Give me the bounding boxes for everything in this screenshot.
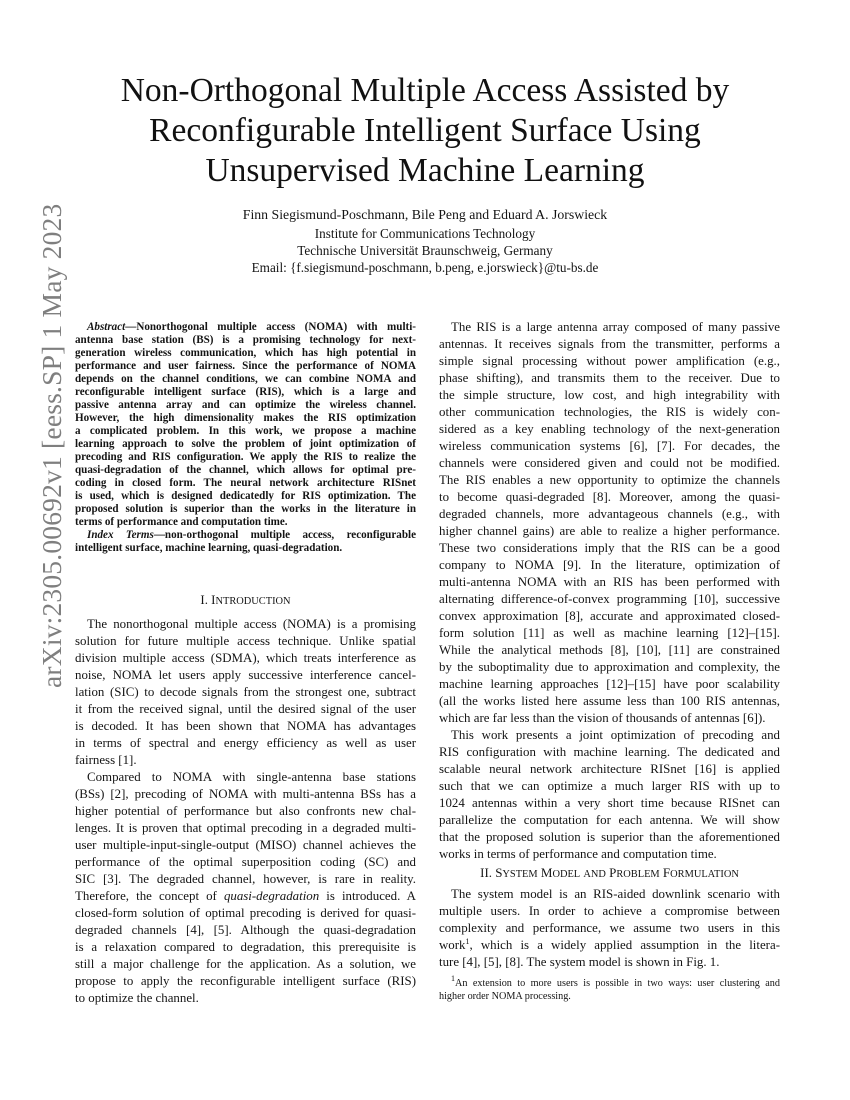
paper-title-line-1: Non-Orthogonal Multiple Access Assisted by bbox=[120, 72, 730, 109]
body-line: form solution [11] as well as machine learning [12]–[15]. bbox=[439, 626, 780, 640]
body-line: These two considerations imply that the RIS can be a good bbox=[439, 541, 780, 555]
body-line: phase shifting), and transmits them to the receiver. Due to bbox=[439, 371, 780, 385]
body-line: sidered as a key enabling technology of the next-generation bbox=[439, 422, 780, 436]
index-terms-line: Index Terms—non-orthogonal multiple access, reconfigurable bbox=[87, 529, 416, 541]
body-line: that the proposed solution is superior than the aforementioned bbox=[439, 830, 780, 844]
body-line: multiple users. In order to achieve a compromise between bbox=[439, 904, 780, 918]
section-heading-system-model: II. SYSTEM MODEL AND PROBLEM FORMULATION bbox=[480, 865, 739, 880]
body-line: higher potential of performance but also confronts new chal- bbox=[75, 804, 416, 818]
body-line: ture [4], [5], [8]. The system model is shown in Fig. 1. bbox=[439, 955, 720, 969]
body-line: While the analytical methods [8], [10], [11] are constrained bbox=[439, 643, 780, 657]
body-line: in terms of spectral and energy efficiency as well as user bbox=[75, 736, 416, 750]
body-line: which are far less than the vision of thousands of antennas [6]). bbox=[439, 711, 766, 725]
abstract-line: passive antenna array and can optimize the wireless channel. bbox=[75, 399, 416, 411]
body-line: alternating difference-of-convex programming [10], successive bbox=[439, 592, 780, 606]
body-line: multi-antenna NOMA with an RIS has been performed with bbox=[439, 575, 780, 589]
body-line: scalable neural network architecture RISnet [16] is applied bbox=[439, 762, 780, 776]
author-emails: Email: {f.siegismund-poschmann, b.peng, e.jorswieck}@tu-bs.de bbox=[251, 260, 599, 275]
abstract-line: antenna base station (BS) is a promising technology for next- bbox=[75, 334, 416, 346]
body-line: Compared to NOMA with single-antenna base stations bbox=[87, 770, 416, 784]
abstract-label: Abstract bbox=[87, 321, 126, 333]
body-line: company to NOMA [9]. In the literature, optimization of bbox=[439, 558, 780, 572]
body-line: user multiple-input-single-output (MISO) channel achieves the bbox=[75, 838, 416, 852]
arxiv-identifier-stamp: arXiv:2305.00692v1 [eess.SP] 1 May 2023 bbox=[36, 203, 67, 688]
footnote-marker: 1 bbox=[465, 937, 470, 946]
body-line: works in terms of performance and computation time. bbox=[439, 847, 717, 861]
body-line: (all the works listed here assume less than 100 RIS antennas, bbox=[439, 694, 780, 708]
paper-title-line-2: Reconfigurable Intelligent Surface Using bbox=[149, 112, 701, 149]
body-line: simple signal processing without power amplification (e.g., bbox=[439, 354, 780, 368]
body-line: The RIS enables a new opportunity to optimize the channels bbox=[439, 473, 780, 487]
abstract-line: learning approach to solve the problem of joint optimization of bbox=[75, 438, 416, 450]
author-list: Finn Siegismund-Poschmann, Bile Peng and Eduard A. Jorswieck bbox=[242, 207, 608, 222]
body-line: lenges. It is proven that optimal precoding in a degraded multi- bbox=[75, 821, 416, 835]
body-line: to optimize the channel. bbox=[75, 991, 199, 1005]
index-terms-line: intelligent surface, machine learning, quasi-degradation. bbox=[75, 542, 343, 554]
abstract-line: terms of performance and computation time. bbox=[75, 516, 288, 528]
body-line: machine learning approaches [12]–[15] have poor scalability bbox=[439, 677, 780, 691]
body-line: convex approximation [8], accurate and approximated closed- bbox=[439, 609, 780, 623]
abstract-line: proposed solution is superior than the works in the literature in bbox=[75, 503, 416, 515]
body-line: propose to apply the reconfigurable intelligent surface (RIS) bbox=[75, 974, 416, 988]
affiliation-university: Technische Universität Braunschweig, Germany bbox=[297, 243, 553, 258]
body-line: wireless communication systems [6], [7]. For decades, the bbox=[439, 439, 780, 453]
body-line: channels were considered given and could not be modified. bbox=[439, 456, 780, 470]
abstract-line: Abstract—Nonorthogonal multiple access (NOMA) with multi- bbox=[87, 321, 416, 333]
body-line: RIS configuration with machine learning. The dedicated and bbox=[439, 745, 780, 759]
body-line: still a major challenge for the application. As a solution, we bbox=[75, 957, 416, 971]
body-line: The system model is an RIS-aided downlink scenario with bbox=[451, 887, 780, 901]
footnote-line: $^1$An extension to more users is possible in two ways: user clustering and bbox=[451, 974, 780, 989]
body-line: The nonorthogonal multiple access (NOMA) is a promising bbox=[87, 617, 416, 631]
abstract-line: is used, which is designed dedicatedly for RIS optimization. The bbox=[75, 490, 416, 502]
body-line: is decoded. It has been shown that NOMA has advantages bbox=[75, 719, 416, 733]
index-terms-label: Index Terms bbox=[87, 529, 154, 541]
abstract-line: quasi-degradation of the channel, which allows for optimal pre- bbox=[75, 464, 416, 476]
abstract-line: a complicated problem. In this work, we propose a machine bbox=[75, 425, 416, 437]
body-line: The RIS is a large antenna array composed of many passive bbox=[451, 320, 780, 334]
affiliation-institute: Institute for Communications Technology bbox=[314, 226, 536, 241]
body-line: This work presents a joint optimization of precoding and bbox=[451, 728, 780, 742]
body-line: it from the received signal, until the desired signal of the user bbox=[75, 702, 416, 716]
footnote-line: higher order NOMA processing. bbox=[439, 991, 571, 1002]
abstract-line: However, the high dimensionality makes the RIS optimization bbox=[75, 412, 416, 424]
body-line: closed-form solution of optimal precoding is derived for quasi- bbox=[75, 906, 416, 920]
emphasis-quasi-degradation: quasi-degradation bbox=[223, 889, 320, 903]
abstract-line: performance and user fairness. Since the performance of NOMA bbox=[75, 360, 416, 372]
footnote-number: 1 bbox=[451, 974, 455, 983]
paper-title-line-3: Unsupervised Machine Learning bbox=[205, 152, 645, 189]
body-line: other communication technologies, the RIS is widely con- bbox=[439, 405, 780, 419]
body-line: fairness [1]. bbox=[75, 753, 137, 767]
body-line: division multiple access (SDMA), which treats interference as bbox=[75, 651, 416, 665]
body-line: solution for future multiple access technique. Unlike spatial bbox=[75, 634, 416, 648]
abstract-line: generation wireless communication, which has high potential in bbox=[75, 347, 416, 359]
body-line: the simple structure, low cost, and high integrability with bbox=[439, 388, 780, 402]
body-line: (BSs) [2], precoding of NOMA with multi-antenna BSs has a bbox=[75, 787, 416, 801]
body-line: antennas. It receives signals from the transmitter, performs a bbox=[439, 337, 780, 351]
body-line: performance of the optimal superposition coding (SC) and bbox=[75, 855, 416, 869]
body-line: noise, NOMA let users apply successive interference cancel- bbox=[75, 668, 416, 682]
body-line: work$^1$, which is a widely applied assumption in the litera- bbox=[439, 937, 780, 952]
body-line: degraded channels, more advantageous channels (e.g., with bbox=[439, 507, 780, 521]
body-line: degraded channels [4], [5]. Although the quasi-degradation bbox=[75, 923, 416, 937]
abstract-line: precoding and RIS configuration. We apply the RIS to realize the bbox=[75, 451, 416, 463]
body-line: is a relaxation compared to degradation, this prerequisite is bbox=[75, 940, 416, 954]
body-line: Therefore, the concept of quasi-degradation is introduced. A bbox=[75, 889, 416, 903]
section-heading-introduction: I. INTRODUCTION bbox=[200, 592, 291, 607]
body-line: higher channel gains) are able to realize a higher performance. bbox=[439, 524, 780, 538]
body-line: such that we can optimize a much larger RIS with up to bbox=[439, 779, 780, 793]
abstract-line: reconfigurable intelligent surface (RIS), which is a large and bbox=[75, 386, 416, 398]
body-line: to become quasi-degraded [8]. Moreover, among the quasi- bbox=[439, 490, 780, 504]
body-line: parallelize the computation for each antenna. We will show bbox=[439, 813, 780, 827]
body-line: by the suboptimality due to approximation and complexity, the bbox=[439, 660, 780, 674]
body-line: lation (SIC) to decode signals from the strongest one, subtract bbox=[75, 685, 416, 699]
body-line: 1024 antennas within a very short time because RISnet can bbox=[439, 796, 780, 810]
body-line: SIC [3]. The degraded channel, however, is rare in reality. bbox=[75, 872, 416, 886]
body-line: complexity and performance, we assume two users in this bbox=[439, 921, 780, 935]
abstract-line: depends on the channel conditions, we can combine NOMA and bbox=[75, 373, 416, 385]
abstract-line: coding in closed form. The neural network architecture RISnet bbox=[75, 477, 416, 489]
